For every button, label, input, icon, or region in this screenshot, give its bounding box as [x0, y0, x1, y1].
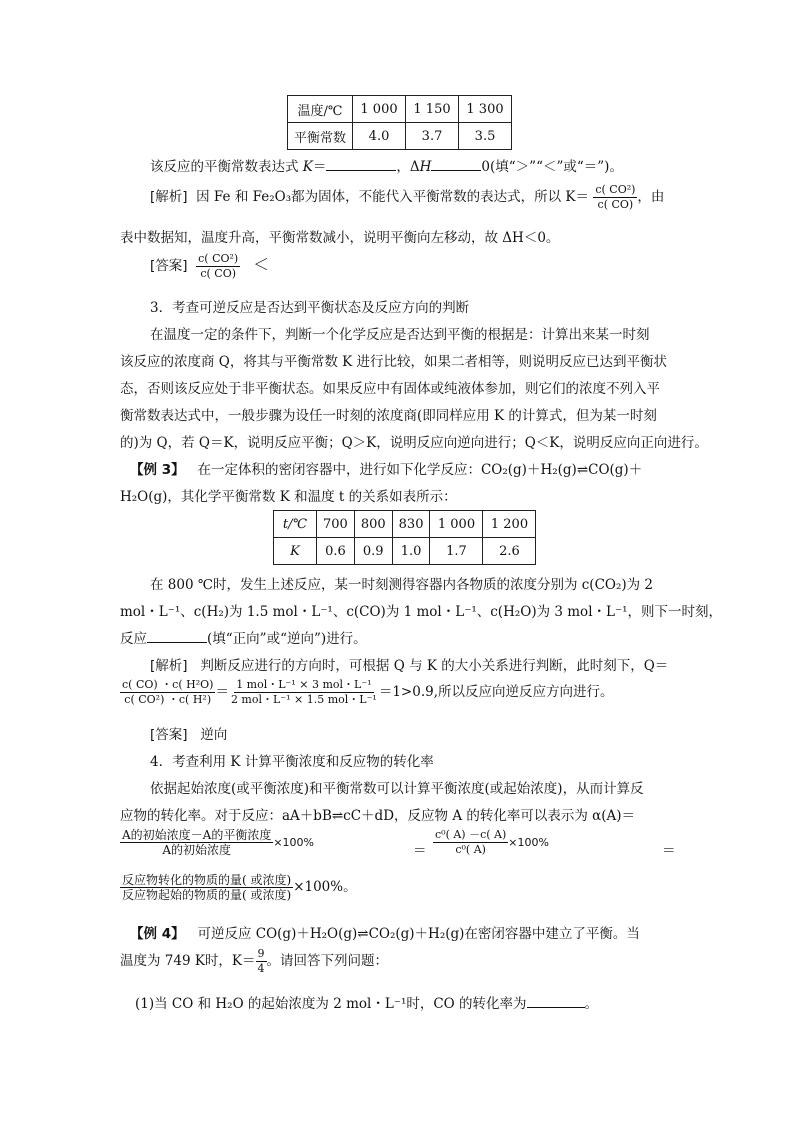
analysis-text: 判断反应进行的方向时，可根据 Q 与 K 的大小关系进行判断，此时刻下，Q＝ [200, 658, 669, 674]
table-cell: 1.0 [392, 538, 430, 565]
table-cell: 1 300 [459, 96, 512, 123]
temperature-k-table [273, 510, 536, 565]
example-line [120, 627, 367, 647]
paragraph-line: 态，否则该反应处于非平衡状态。如果反应中有固体或纯液体参加，则它们的浓度不列入平 [120, 381, 660, 397]
fraction-numerator: 9 [257, 947, 265, 960]
answer-line [150, 252, 269, 281]
paragraph-line: 的)为 Q，若 Q＝K，说明反应平衡；Q＞K，说明反应向逆向进行；Q＜K，说明反应向正向进行。 [120, 435, 708, 451]
answer-tag: [答案] [150, 258, 188, 274]
percent-text: ×100% [273, 836, 315, 849]
analysis-tag: [解析] [150, 189, 188, 205]
table-cell: 800 [354, 511, 392, 538]
table-cell: 1.7 [430, 538, 483, 565]
table-cell: t/℃ [274, 511, 317, 538]
answer-line [150, 723, 227, 743]
conversion-formula [120, 873, 357, 902]
example-line [130, 922, 640, 942]
fraction-denominator: 2 mol・L⁻¹ × 1.5 mol・L⁻¹ [230, 693, 377, 706]
table-cell: 1 000 [430, 511, 483, 538]
table-cell: 温度/℃ [288, 96, 353, 123]
delta-text: ，Δ [396, 159, 420, 175]
fraction-denominator: c( CO) [597, 198, 634, 211]
conversion-formula [433, 828, 549, 857]
fraction [196, 252, 240, 281]
example-line: H₂O(g)，其化学平衡常数 K 和温度 t 的关系如表所示： [120, 489, 457, 505]
analysis-text: ，由 [637, 189, 665, 205]
question-text: (1)当 CO 和 H₂O 的起始浓度为 2 mol・L⁻¹时，CO 的转化率为 [135, 996, 527, 1012]
paragraph-line: 应物的转化率。对于反应：aA＋bB⇌cC＋dD，反应物 A 的转化率可以表示为 α(A)＝ [120, 808, 636, 824]
fraction-denominator: 反应物起始的物质的量( 或浓度) [122, 888, 292, 902]
table-row [288, 123, 512, 150]
equals-sign: ＝ [215, 684, 229, 700]
answer-tag: [答案] [150, 727, 188, 743]
table-cell: 1 200 [483, 511, 536, 538]
answer-blank[interactable] [527, 1007, 585, 1008]
answer-text: 逆向 [200, 727, 228, 743]
fill-hint: 0(填“＞”“＜”或“＝”)。 [481, 159, 623, 175]
analysis-tag: [解析] [150, 658, 188, 674]
answer-sign: ＜ [253, 255, 270, 274]
table-row [274, 511, 536, 538]
question-text: 。 [584, 996, 599, 1012]
example-line: mol・L⁻¹、c(H₂)为 1.5 mol・L⁻¹、c(CO)为 1 mol・L⁻¹、c(H₂O)为 3 mol・L⁻¹，则下一时刻， [120, 604, 723, 620]
fraction-denominator: c⁰( A) [455, 843, 486, 856]
paragraph-line: 衡常数表达式中，一般步骤为设任一时刻的浓度商(即同样应用 K 的计算式，但为某一时刻 [120, 408, 657, 424]
answer-blank[interactable] [431, 170, 481, 171]
table-row [288, 96, 512, 123]
table-cell: 3.7 [406, 123, 459, 150]
example-text: (填“正向”或“逆向”)进行。 [207, 631, 367, 647]
question-text: 该反应的平衡常数表达式 [150, 159, 299, 175]
example-line [120, 947, 388, 976]
example-text: 温度为 749 K时，K＝ [120, 953, 256, 969]
equals-sign: ＝ [662, 843, 676, 859]
table-cell: 2.6 [483, 538, 536, 565]
section-heading: 4．考查利用 K 计算平衡浓度和反应物的转化率 [150, 754, 434, 770]
table-cell: 1 150 [406, 96, 459, 123]
fraction [593, 183, 637, 212]
example-line [130, 458, 642, 478]
fraction-numerator: c( CO²) [198, 252, 239, 265]
paragraph-line: 该反应的浓度商 Q，将其与平衡常数 K 进行比较，如果二者相等，则说明反应已达到平衡状 [120, 354, 668, 370]
question-line [150, 155, 623, 175]
percent-text: ×100%。 [293, 879, 357, 895]
fraction [120, 828, 273, 857]
analysis-text: ＝1>0.9,所以反应向逆反应方向进行。 [378, 684, 614, 700]
table-cell: 0.6 [317, 538, 355, 565]
paragraph-line: 依据起始浓度(或平衡浓度)和平衡常数可以计算平衡浓度(或起始浓度)，从而计算反 [150, 781, 644, 797]
example-text: 。请回答下列问题： [266, 953, 389, 969]
analysis-text: 因 Fe 和 Fe₂O₃都为固体，不能代入平衡常数的表达式，所以 K＝ [196, 189, 590, 205]
example-text: 可逆反应 CO(g)＋H₂O(g)⇌CO₂(g)＋H₂(g)在密闭容器中建立了平衡。当 [197, 926, 640, 942]
answer-blank[interactable] [326, 170, 396, 171]
fraction-denominator: A的初始浓度 [162, 843, 231, 857]
k-symbol: K [302, 159, 313, 175]
equals-sign: ＝ [312, 159, 327, 175]
table-cell: 1 000 [353, 96, 406, 123]
fraction-denominator: c( CO²) ・c( H²) [124, 693, 212, 706]
answer-blank[interactable] [147, 642, 207, 643]
example-tag: 【例 4】 [130, 926, 185, 942]
fraction-denominator: c( CO) [200, 267, 237, 280]
fraction [229, 678, 379, 707]
fraction-numerator: c( CO) ・c( H²O) [122, 678, 214, 691]
analysis-line [150, 654, 668, 674]
table-cell: 平衡常数 [288, 123, 353, 150]
fraction-numerator: c( CO²) [595, 183, 636, 196]
analysis-formula [120, 678, 614, 707]
fraction [120, 873, 293, 902]
table-cell: K [274, 538, 317, 565]
example-tag: 【例 3】 [130, 462, 185, 478]
analysis-line: 表中数据知，温度升高，平衡常数减小，说明平衡向左移动，故 ΔH＜0。 [120, 230, 560, 246]
table-cell: 0.9 [354, 538, 392, 565]
percent-text: ×100% [508, 836, 549, 849]
fraction-numerator: A的初始浓度－A的平衡浓度 [122, 828, 272, 842]
fraction-numerator: 反应物转化的物质的量( 或浓度) [122, 873, 292, 887]
paragraph-line: 在温度一定的条件下，判断一个化学反应是否达到平衡的根据是：计算出来某一时刻 [150, 327, 650, 343]
table-cell: 830 [392, 511, 430, 538]
section-heading: 3．考查可逆反应是否达到平衡状态及反应方向的判断 [150, 300, 470, 316]
table-row [274, 538, 536, 565]
fraction-numerator: c⁰( A) －c( A) [435, 828, 507, 841]
example-text: 在一定体积的密闭容器中，进行如下化学反应：CO₂(g)＋H₂(g)⇌CO(g)＋ [197, 462, 643, 478]
h-symbol: H [419, 159, 432, 175]
table-cell: 3.5 [459, 123, 512, 150]
fraction [433, 828, 508, 857]
fraction [120, 678, 215, 707]
example-text: 反应 [120, 631, 147, 647]
table-cell: 700 [317, 511, 355, 538]
question-line [135, 992, 598, 1012]
fraction-denominator: 4 [257, 962, 265, 975]
fraction-numerator: 1 mol・L⁻¹ × 3 mol・L⁻¹ [236, 678, 372, 691]
fraction [256, 947, 267, 976]
equals-sign: ＝ [413, 843, 427, 859]
analysis-line [150, 183, 664, 212]
example-line: 在 800 ℃时，发生上述反应，某一时刻测得容器内各物质的浓度分别为 c(CO₂)为 2 [150, 577, 654, 593]
conversion-formula [120, 828, 314, 857]
temperature-constant-table [287, 95, 512, 150]
table-cell: 4.0 [353, 123, 406, 150]
